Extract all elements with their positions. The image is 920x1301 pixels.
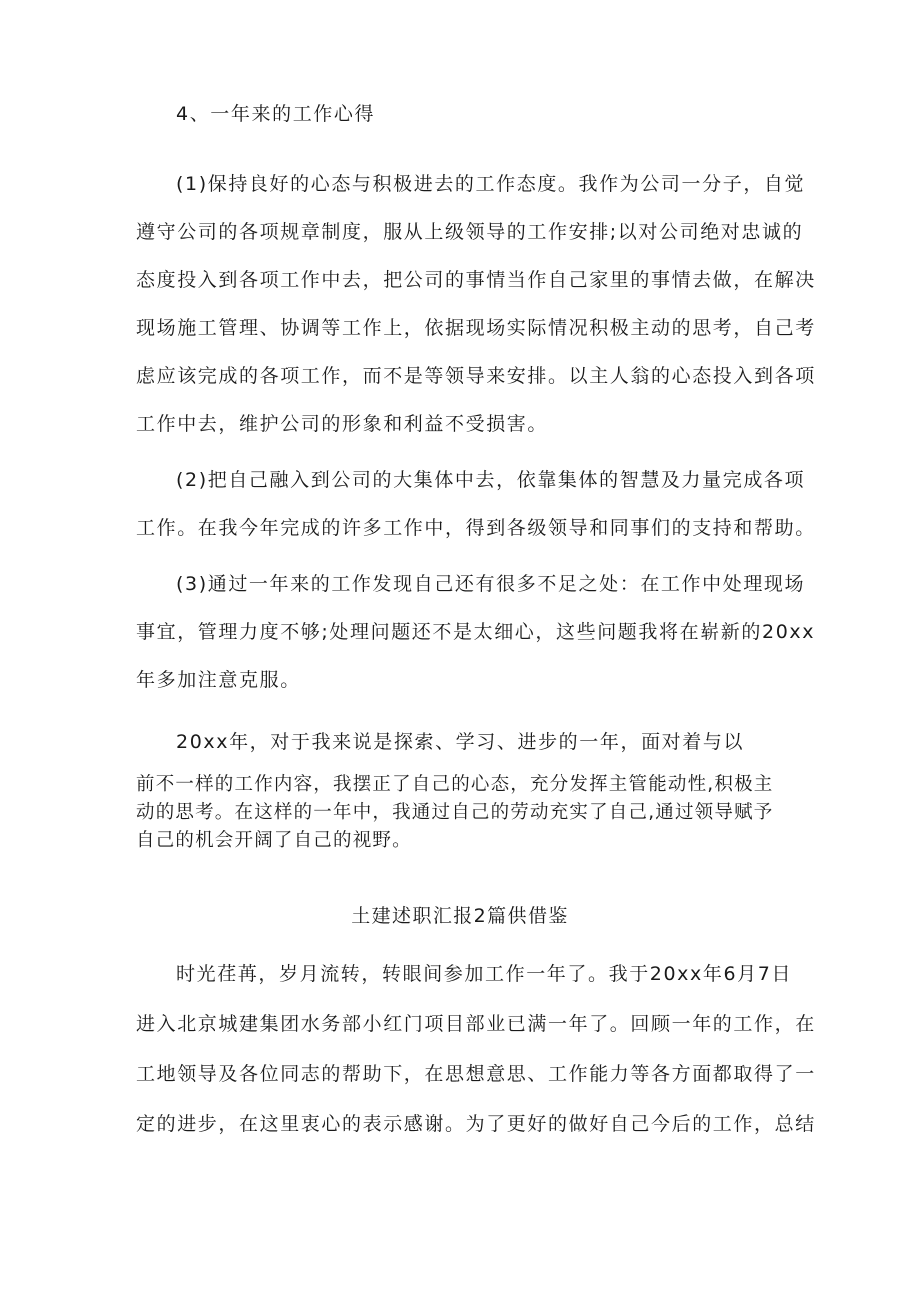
section-heading: 4、一年来的工作心得 (176, 103, 376, 125)
paragraph-line: 遵守公司的各项规章制度，服从上级领导的工作安排;以对公司绝对忠诚的 (136, 221, 804, 243)
paragraph-line: 工作中去，维护公司的形象和利益不受损害。 (136, 413, 549, 435)
paragraph-line: (3)通过一年来的工作发现自己还有很多不足之处：在工作中处理现场 (176, 573, 806, 595)
paragraph-line: 20xx年，对于我来说是探索、学习、进步的一年，面对着与以 (176, 731, 745, 753)
paragraph-line: 工地领导及各位同志的帮助下，在思想意思、工作能力等各方面都取得了一 (136, 1063, 816, 1085)
paragraph-line: 前不一样的工作内容，我摆正了自己的心态，充分发挥主管能动性,积极主 (136, 774, 774, 795)
paragraph-line: 自己的机会开阔了自己的视野。 (136, 830, 412, 851)
paragraph-line: 态度投入到各项工作中去，把公司的事情当作自己家里的事情去做，在解决 (136, 269, 816, 291)
paragraph-line: 时光荏苒，岁月流转，转眼间参加工作一年了。我于20xx年6月7日 (176, 963, 793, 985)
document-title: 土建述职汇报2篇供借鉴 (351, 905, 569, 927)
paragraph-line: (2)把自己融入到公司的大集体中去，依靠集体的智慧及力量完成各项 (176, 469, 806, 491)
paragraph-line: 动的思考。在这样的一年中，我通过自己的劳动充实了自己,通过领导赋予 (136, 802, 774, 823)
paragraph-line: 工作。在我今年完成的许多工作中，得到各级领导和同事们的支持和帮助。 (136, 517, 816, 539)
paragraph-line: 年多加注意克服。 (136, 669, 301, 691)
paragraph-line: 进入北京城建集团水务部小红门项目部业已满一年了。回顾一年的工作，在 (136, 1013, 816, 1035)
paragraph-line: 现场施工管理、协调等工作上，依据现场实际情况积极主动的思考，自己考 (136, 317, 816, 339)
paragraph-line: 定的进步，在这里衷心的表示感谢。为了更好的做好自己今后的工作，总结 (136, 1113, 816, 1135)
paragraph-line: 事宜，管理力度不够;处理问题还不是太细心，这些问题我将在崭新的20xx (136, 621, 816, 643)
paragraph-line: 虑应该完成的各项工作，而不是等领导来安排。以主人翁的心态投入到各项 (136, 365, 816, 387)
paragraph-line: (1)保持良好的心态与积极进去的工作态度。我作为公司一分子，自觉 (176, 173, 806, 195)
